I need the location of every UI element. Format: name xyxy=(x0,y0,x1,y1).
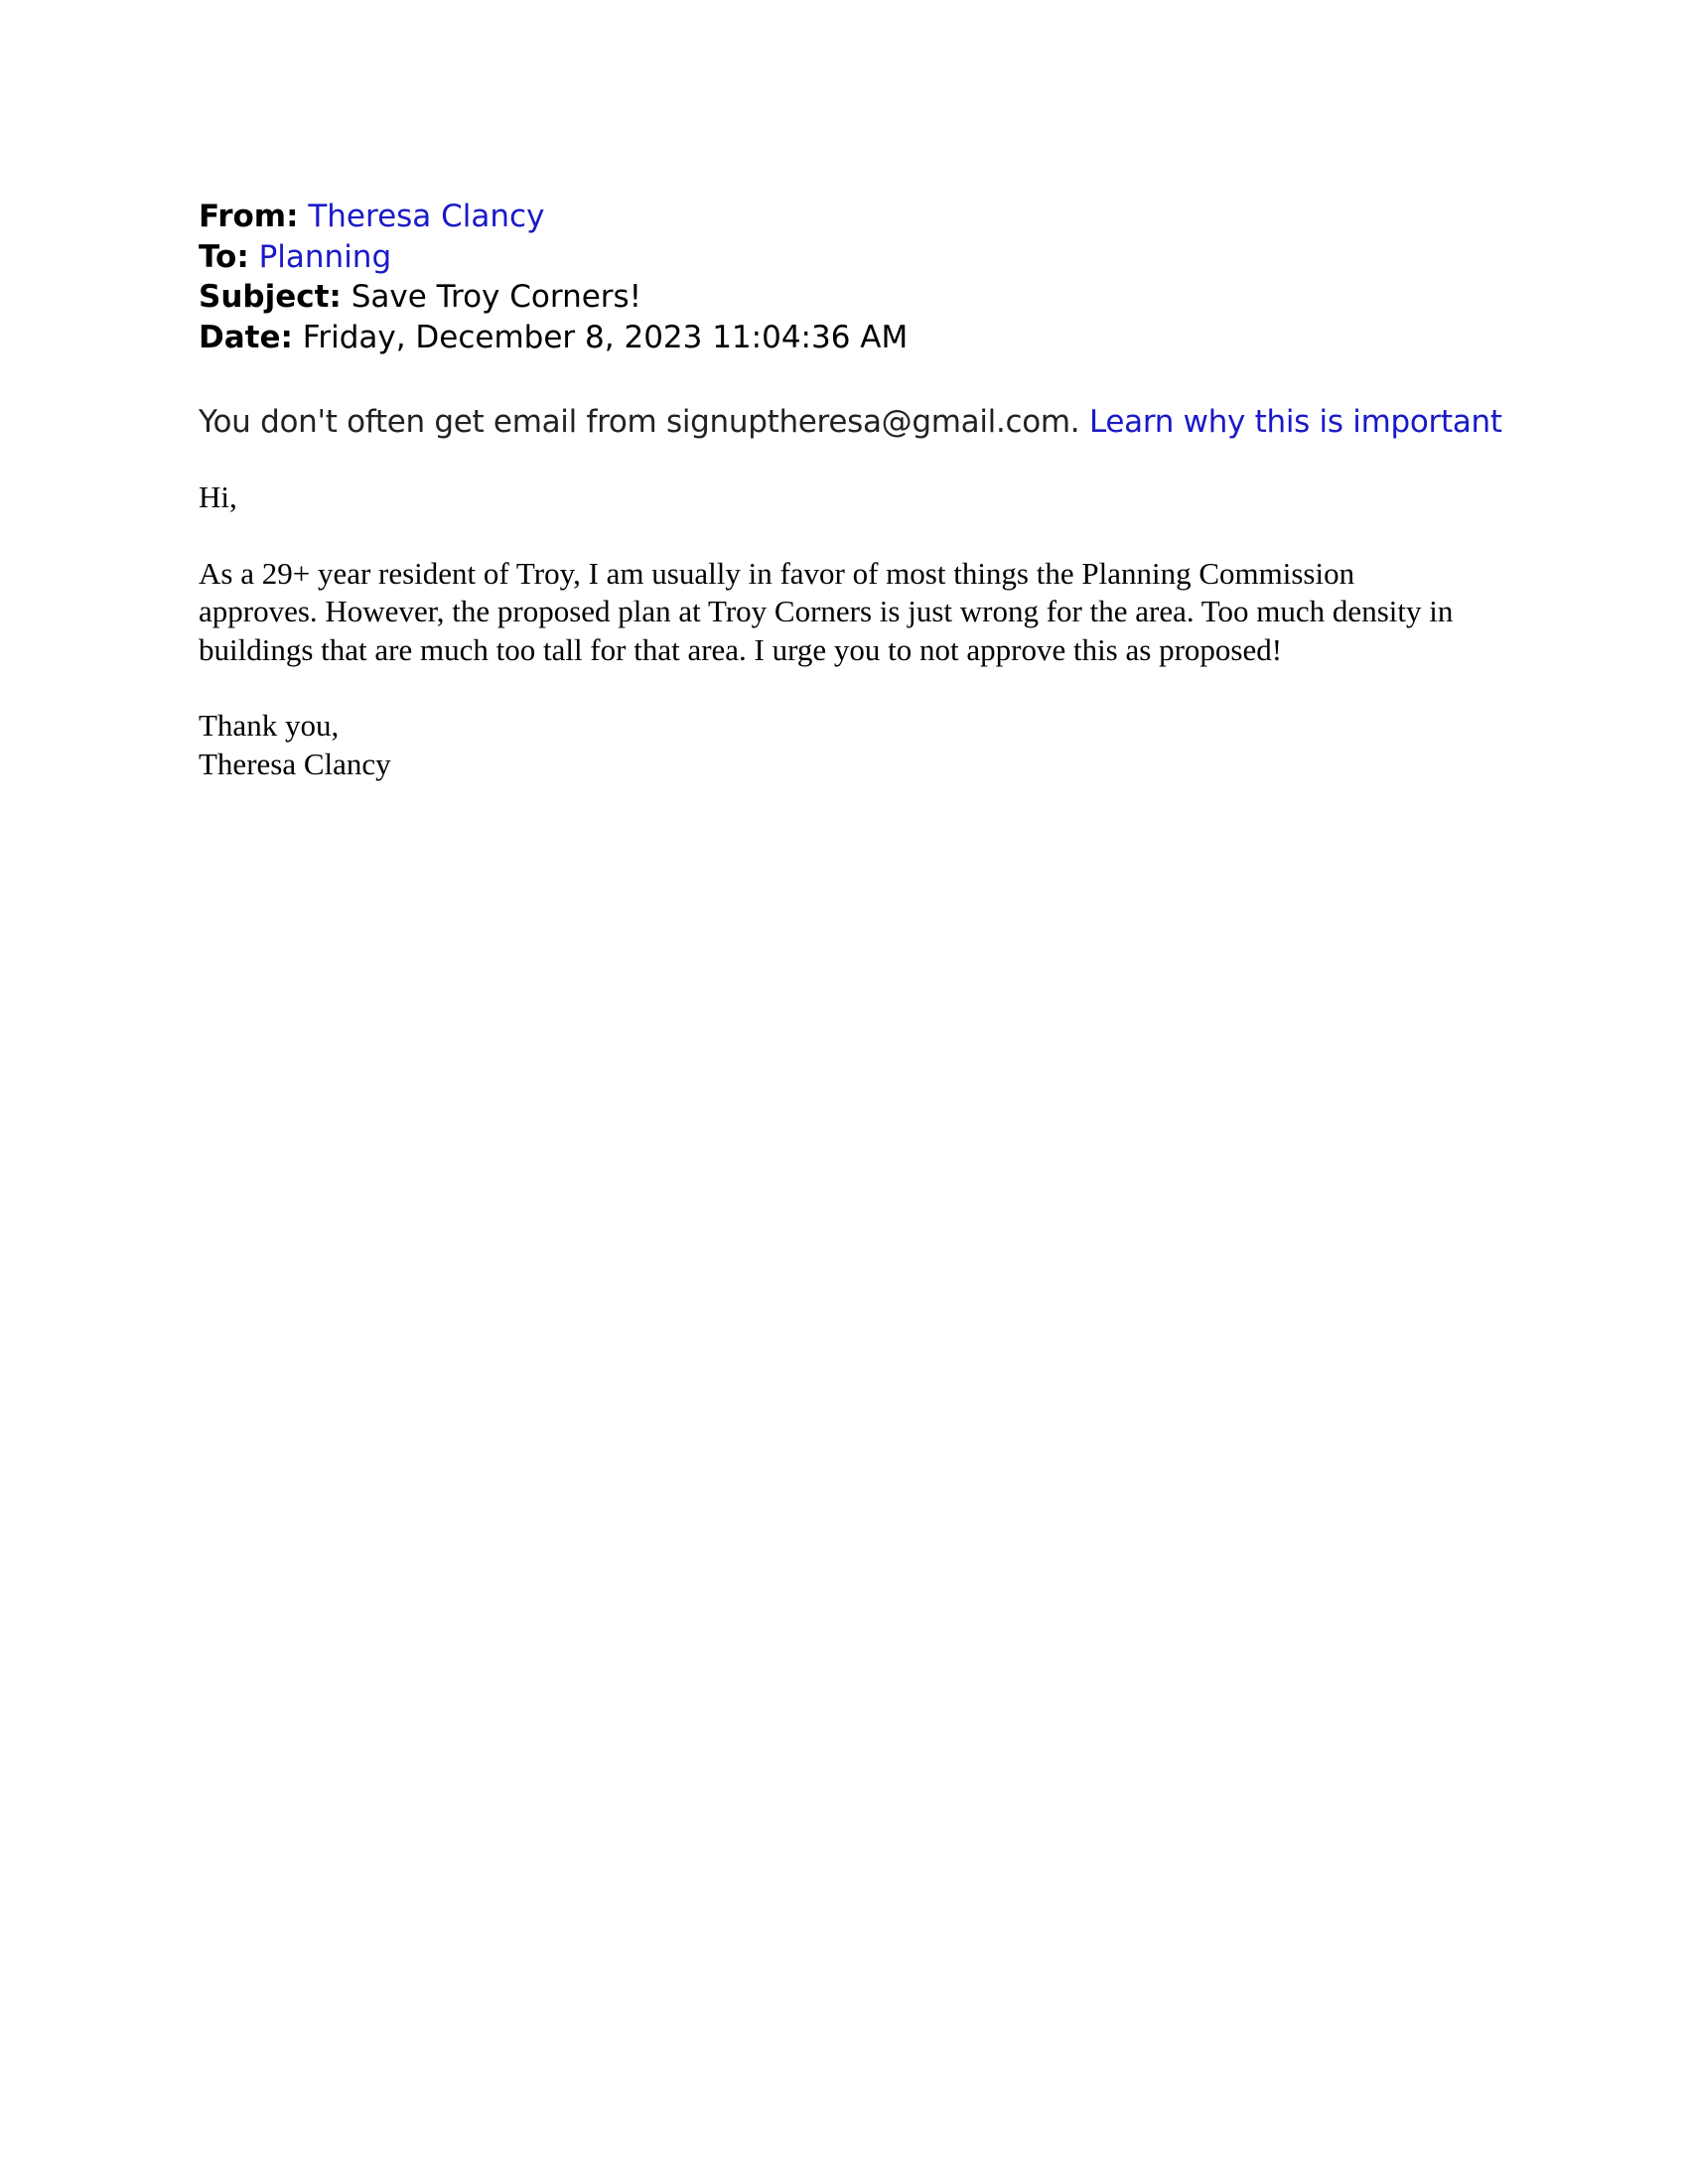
external-sender-notice xyxy=(199,402,1502,442)
notice-text: You don't often get email from signuptheresa@gmail.com. xyxy=(199,404,1080,440)
greeting: Hi, xyxy=(199,479,237,514)
subject-line xyxy=(199,277,1489,318)
from-line xyxy=(199,197,1489,237)
to-line xyxy=(199,237,1489,278)
learn-why-link[interactable]: Learn why this is important xyxy=(1088,404,1502,440)
body-paragraph: As a 29+ year resident of Troy, I am usually in favor of most things the Planning Commission approves. However, the proposed plan at Troy Corners is just wrong for the area. Too much density in buildings that are much too tall for that area. I urge you to not approve this as proposed! xyxy=(199,555,1454,667)
date-line xyxy=(199,318,1489,358)
to-label: To: xyxy=(199,238,249,275)
date-value: Friday, December 8, 2023 11:04:36 AM xyxy=(302,319,909,355)
date-label: Date: xyxy=(199,319,293,355)
closing: Thank you, xyxy=(199,708,340,743)
subject-value: Save Troy Corners! xyxy=(351,279,642,315)
email-body xyxy=(199,478,1489,783)
email-document xyxy=(199,197,1502,783)
subject-label: Subject: xyxy=(199,279,342,315)
from-sender-link[interactable]: Theresa Clancy xyxy=(308,199,545,234)
email-header xyxy=(199,197,1489,357)
to-recipient-link[interactable]: Planning xyxy=(258,238,392,275)
from-label: From: xyxy=(199,199,299,234)
signature: Theresa Clancy xyxy=(199,746,391,781)
